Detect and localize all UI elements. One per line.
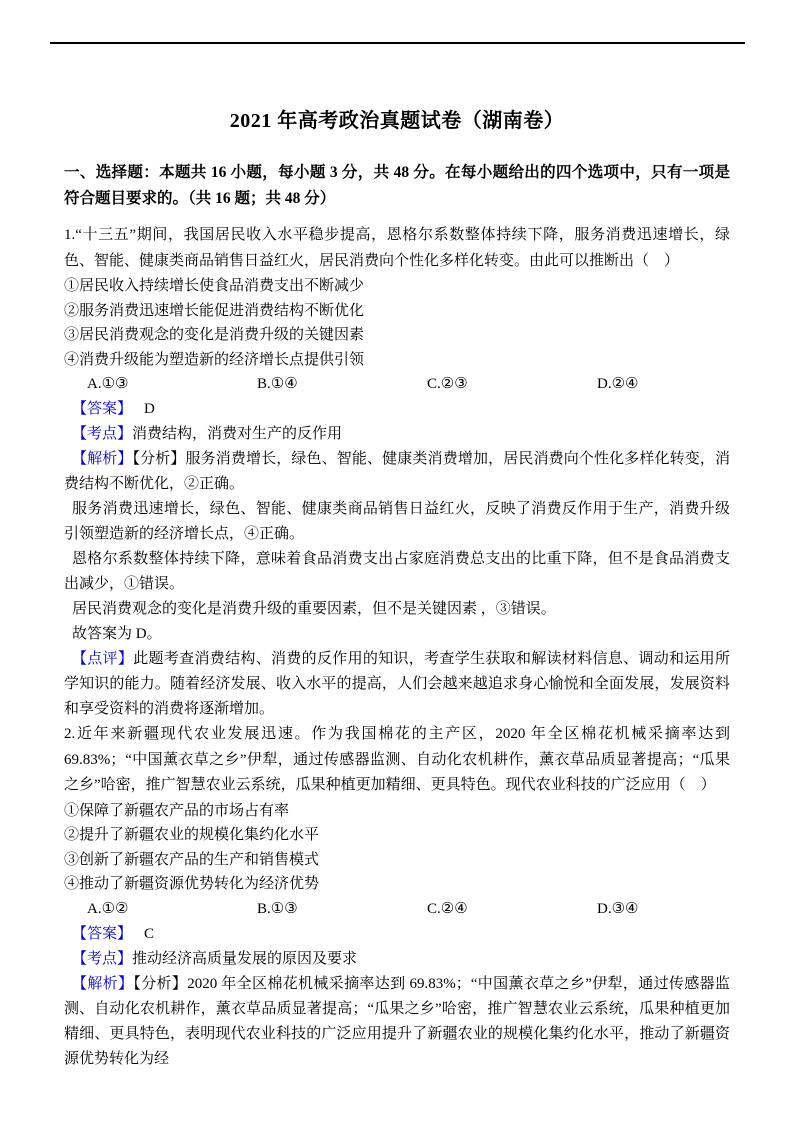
option-a: A.①③ [87, 376, 129, 392]
analysis-sublabel: 【分析】 [132, 451, 186, 467]
question-stem: 1.“十三五”期间，我国居民收入水平稳步提高，恩格尔系数整体持续下降，服务消费迅速增长，绿色、智能、健康类商品销售日益红火，居民消费向个性化多样化转变。由此可以推断出（ ） [64, 227, 730, 269]
answer-line [64, 922, 730, 947]
analysis-sublabel: 【分析】 [133, 975, 188, 992]
choice-item: ④推动了新疆资源优势转化为经济优势 [64, 876, 320, 892]
question-1 [64, 223, 730, 722]
analysis-paragraph: 居民消费观念的变化是消费升级的重要因素，但不是关键因素 ，③错误。 [72, 601, 556, 617]
keypoint-line [64, 947, 730, 972]
answer-value: C [144, 925, 155, 942]
option-c: C.②③ [427, 376, 468, 392]
page-header-rule [50, 42, 745, 44]
choice-item: ①居民收入持续增长使食品消费支出不断减少 [64, 278, 365, 294]
choice-item: ②服务消费迅速增长能促进消费结构不断优化 [64, 302, 365, 319]
choice-item: ③创新了新疆农产品的生产和销售模式 [64, 851, 320, 868]
option-d: D.③④ [597, 900, 639, 917]
analysis-label: 【解析】 [72, 975, 134, 992]
document-content [64, 106, 730, 1072]
comment-line [64, 647, 730, 722]
answer-line [64, 397, 730, 422]
keypoint-label: 【考点】 [72, 950, 133, 967]
analysis-text: 2020 年全区棉花机械采摘率达到 69.83%；“中国薰衣草之乡”伊犁，通过传感器监测、自动化农机耕作，薰衣草品质显著提高；“瓜果之乡”哈密，推广智慧农业云系统，瓜果种植更加精细、更具特色，表明现代农业科技的广泛应用提升了新疆农业的规模化集约化水平，推动了新疆资源优势转化为经 [64, 975, 730, 1067]
answer-label: 【答案】 [72, 925, 133, 942]
analysis-lead [64, 972, 730, 1072]
analysis-paragraph: 服务消费迅速增长，绿色、智能、健康类商品销售日益红火，反映了消费反作用于生产，消费升级引领塑造新的经济增长点，④正确。 [64, 501, 730, 542]
option-c: C.②④ [427, 900, 468, 917]
keypoint-text: 推动经济高质量发展的原因及要求 [132, 950, 358, 967]
choice-item: ②提升了新疆农业的规模化集约化水平 [64, 827, 320, 843]
analysis-label: 【解析】 [72, 451, 133, 467]
choice-item: ①保障了新疆农产品的市场占有率 [64, 802, 290, 819]
page-title: 2021 年高考政治真题试卷（湖南卷） [229, 110, 565, 132]
option-d: D.②④ [597, 376, 639, 392]
analysis-lead [64, 447, 730, 497]
answer-value: D [144, 401, 155, 417]
question-stem: 2.近年来新疆现代农业发展迅速。作为我国棉花的主产区，2020 年全区棉花机械采摘率达到 69.83%；“中国薰衣草之乡”伊犁，通过传感器监测、自动化农机耕作，薰衣草品质显著提高；“瓜果之乡”哈密，推广智慧农业云系统，瓜果种植更加精细、更具特色。现代农业科技的广泛应用（ ） [64, 726, 730, 793]
choice-item: ④消费升级能为塑造新的经济增长点提供引领 [64, 351, 365, 368]
option-b: B.①④ [257, 376, 298, 392]
options-row [64, 372, 730, 397]
keypoint-line [64, 422, 730, 447]
option-b: B.①③ [257, 900, 298, 917]
options-row [64, 897, 730, 922]
answer-label: 【答案】 [72, 401, 133, 417]
option-a: A.①② [87, 900, 129, 917]
comment-text: 此题考查消费结构、消费的反作用的知识，考查学生获取和解读材料信息、调动和运用所学知识的能力。随着经济发展、收入水平的提高，人们会越来越追求身心愉悦和全面发展，发展资料和享受资料的消费将逐渐增加。 [64, 651, 730, 717]
section-heading: 一、选择题：本题共 16 小题，每小题 3 分，共 48 分。在每小题给出的四个选项中，只有一项是符合题目要求的。（共 16 题；共 48 分） [64, 164, 730, 207]
choice-item: ③居民消费观念的变化是消费升级的关键因素 [64, 327, 365, 343]
comment-label: 【点评】 [72, 651, 134, 667]
analysis-conclusion: 故答案为 D。 [72, 626, 162, 642]
question-2 [64, 722, 730, 1072]
keypoint-text: 消费结构，消费对生产的反作用 [132, 426, 343, 442]
keypoint-label: 【考点】 [72, 426, 133, 442]
analysis-paragraph: 恩格尔系数整体持续下降，意味着食品消费支出占家庭消费总支出的比重下降，但不是食品消费支出减少，①错误。 [64, 551, 730, 592]
analysis-text: 服务消费增长，绿色、智能、健康类消费增加，居民消费向个性化多样化转变，消费结构不断优化，②正确。 [64, 451, 730, 492]
